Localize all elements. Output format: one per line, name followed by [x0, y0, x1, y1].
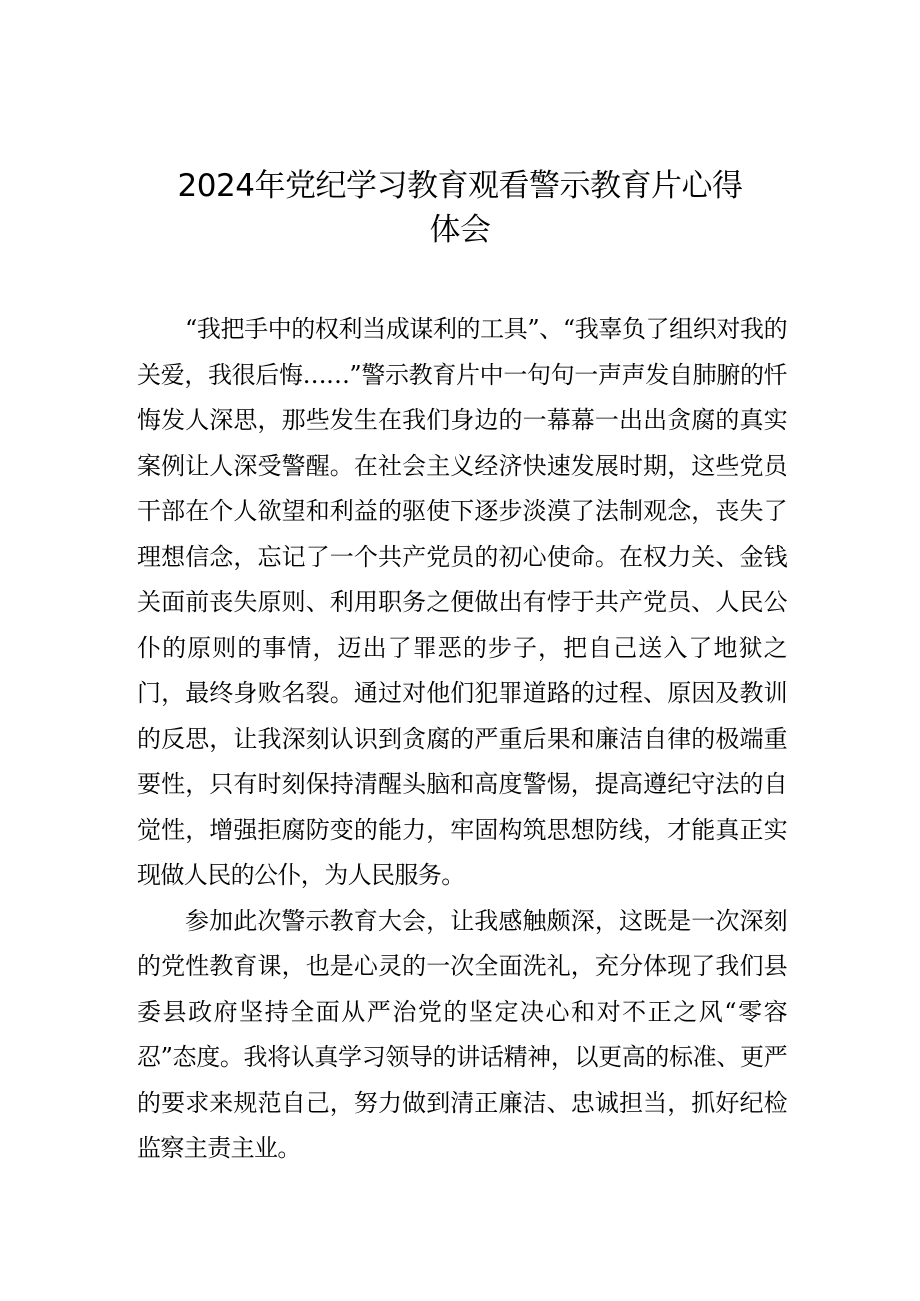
- document-title: [100, 164, 820, 252]
- paragraph-1: “我把手中的权利当成谋利的工具”、“我辜负了组织对我的关爱，我很后悔……”警示教育片中一句句一声声发自肺腑的忏悔发人深思，那些发生在我们身边的一幕幕一出出贪腐的真实案例让人深受警醒。在社会主义经济快速发展时期，这些党员干部在个人欲望和利益的驱使下逐步淡漠了法制观念，丧失了理想信念，忘记了一个共产党员的初心使命。在权力关、金钱关面前丧失原则、利用职务之便做出有悖于共产党员、人民公仆的原则的事情，迈出了罪恶的步子，把自己送入了地狱之门，最终身败名裂。通过对他们犯罪道路的过程、原因及教训的反思，让我深刻认识到贪腐的严重后果和廉洁自律的极端重要性，只有时刻保持清醒头脑和高度警惕，提高遵纪守法的自觉性，增强拒腐防变的能力，牢固构筑思想防线，才能真正实现做人民的公仆，为人民服务。: [137, 315, 787, 889]
- document-body: [137, 307, 787, 1172]
- title-line-1: 2024年党纪学习教育观看警示教育片心得: [177, 168, 743, 204]
- paragraph-2: 参加此次警示教育大会，让我感触颇深，这既是一次深刻的党性教育课，也是心灵的一次全面洗礼，充分体现了我们县委县政府坚持全面从严治党的坚定决心和对不正之风“零容忍”态度。我将认真学习领导的讲话精神，以更高的标准、更严的要求来规范自己，努力做到清正廉洁、忠诚担当，抓好纪检监察主责主业。: [137, 906, 787, 1162]
- title-line-2: 体会: [429, 212, 491, 248]
